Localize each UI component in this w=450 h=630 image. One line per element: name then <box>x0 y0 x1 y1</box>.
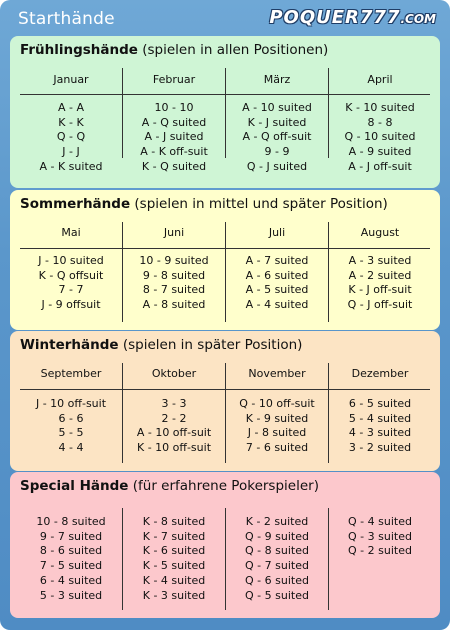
hand-cell: Q - J off-suit <box>347 298 413 312</box>
hands-column <box>329 397 431 456</box>
hand-cell: A - 5 suited <box>245 283 309 297</box>
column-header-november: November <box>248 367 306 380</box>
hand-cell: K - 4 suited <box>142 573 206 587</box>
hands-column <box>329 515 431 559</box>
hand-cell: K - J off-suit <box>348 283 412 297</box>
column-header-april: April <box>367 73 393 86</box>
hands-column <box>226 397 328 456</box>
hands-column <box>329 101 431 175</box>
column-header-maerz: März <box>263 73 291 86</box>
hands-column <box>20 397 122 456</box>
hand-cell: Q - 9 suited <box>245 529 309 543</box>
column-header-januar: Januar <box>53 73 89 86</box>
hand-cell: Q - 10 off-suit <box>239 397 315 410</box>
hand-cell: 8 - 7 suited <box>142 283 206 297</box>
hand-cell: 4 - 4 <box>58 441 84 455</box>
hand-cell: K - 6 suited <box>142 544 206 558</box>
hand-cell: K - 10 off-suit <box>136 441 212 455</box>
hand-cell: 6 - 6 <box>58 411 84 425</box>
hand-cell: Q - Q <box>56 130 86 144</box>
hand-cell: J - 8 suited <box>247 426 307 440</box>
hands-table <box>20 508 430 612</box>
page-title: Starthände <box>18 9 115 29</box>
hand-cell: K - Q suited <box>141 159 207 173</box>
hand-cell: A - A <box>57 101 84 114</box>
hand-cell: K - 8 suited <box>142 515 206 528</box>
hand-cell: K - Q offsuit <box>38 268 104 282</box>
hand-cell: K - 2 suited <box>245 515 309 528</box>
hand-cell: 6 - 4 suited <box>39 573 103 587</box>
hand-cell: 10 - 9 suited <box>139 254 209 267</box>
hand-cell: K - 5 suited <box>142 559 206 573</box>
hands-table <box>20 359 430 467</box>
hand-cell: 7 - 7 <box>58 283 84 297</box>
section-title: Winterhände (spielen in später Position) <box>20 337 303 353</box>
hand-cell: K - J suited <box>247 115 307 129</box>
hand-cell: A - Q off-suit <box>242 130 312 144</box>
hand-cell: A - 7 suited <box>245 254 309 267</box>
hands-table <box>20 64 430 182</box>
section-spring <box>10 36 440 188</box>
header <box>0 0 450 36</box>
section-summer <box>10 190 440 330</box>
hand-cell: 4 - 3 suited <box>348 426 412 440</box>
hand-cell: A - 3 suited <box>348 254 412 267</box>
hand-cell: 8 - 8 <box>367 115 393 129</box>
section-title: Sommerhände (spielen in mittel und später Position) <box>20 196 388 212</box>
hand-cell: 7 - 6 suited <box>245 441 309 455</box>
logo-suffix: .COM <box>400 12 436 26</box>
hand-cell: 9 - 7 suited <box>39 529 103 543</box>
hand-cell: 10 - 8 suited <box>36 515 106 528</box>
hands-column <box>123 101 225 175</box>
hand-cell: K - K <box>58 115 84 129</box>
column-header-september: September <box>40 367 102 380</box>
section-special <box>10 472 440 618</box>
hand-cell: A - 4 suited <box>245 298 309 312</box>
hands-column <box>20 101 122 175</box>
hand-cell: A - 9 suited <box>348 145 412 159</box>
hand-cell: 5 - 5 <box>58 426 84 440</box>
hand-cell: 6 - 5 suited <box>348 397 412 410</box>
column-header-dezember: Dezember <box>351 367 409 380</box>
hand-cell: A - 10 off-suit <box>136 426 212 440</box>
section-title: Frühlingshände (spielen in allen Positionen) <box>20 42 329 58</box>
hand-cell: Q - 7 suited <box>245 559 309 573</box>
hand-cell: Q - J suited <box>246 159 308 173</box>
hands-column <box>123 397 225 456</box>
hand-cell: J - 10 suited <box>38 254 104 267</box>
hands-column <box>123 515 225 603</box>
poquer777-logo[interactable] <box>269 7 436 28</box>
column-header-februar: Februar <box>152 73 196 86</box>
hand-cell: J - 9 offsuit <box>41 298 101 312</box>
hands-column <box>20 515 122 603</box>
hand-cell: 5 - 4 suited <box>348 411 412 425</box>
hands-column <box>226 101 328 175</box>
hands-column <box>226 515 328 603</box>
hand-cell: J - 10 off-suit <box>35 397 107 410</box>
hands-table <box>20 218 430 326</box>
hand-cell: A - J suited <box>144 130 204 144</box>
hand-cell: A - 2 suited <box>348 268 412 282</box>
column-header-juni: Juni <box>163 226 185 239</box>
hand-cell: K - 10 suited <box>345 101 415 114</box>
hands-column <box>20 254 122 313</box>
hand-cell: Q - 8 suited <box>245 544 309 558</box>
column-header-mai: Mai <box>61 226 81 239</box>
column-header-august: August <box>360 226 400 239</box>
hand-cell: A - K suited <box>39 159 103 173</box>
hand-cell: Q - 10 suited <box>344 130 416 144</box>
hand-cell: A - 8 suited <box>142 298 206 312</box>
hands-column <box>329 254 431 313</box>
hand-cell: 3 - 2 suited <box>348 441 412 455</box>
section-winter <box>10 331 440 471</box>
hand-cell: 7 - 5 suited <box>39 559 103 573</box>
hand-cell: Q - 5 suited <box>245 588 309 602</box>
hand-cell: J - J <box>62 145 80 159</box>
hand-cell: Q - 4 suited <box>348 515 412 528</box>
hands-column <box>123 254 225 313</box>
hand-cell: A - Q suited <box>141 115 207 129</box>
hands-column <box>226 254 328 313</box>
hand-cell: 2 - 2 <box>161 411 187 425</box>
hand-cell: 8 - 6 suited <box>39 544 103 558</box>
hand-cell: K - 7 suited <box>142 529 206 543</box>
hand-cell: 9 - 8 suited <box>142 268 206 282</box>
column-header-oktober: Oktober <box>151 367 197 380</box>
hand-cell: Q - 6 suited <box>245 573 309 587</box>
hand-cell: K - 3 suited <box>142 588 206 602</box>
hand-cell: 9 - 9 <box>264 145 290 159</box>
hand-cell: Q - 2 suited <box>348 544 412 558</box>
column-header-juli: Juli <box>268 226 286 239</box>
hand-cell: 5 - 3 suited <box>39 588 103 602</box>
hand-cell: 10 - 10 <box>154 101 194 114</box>
section-title: Special Hände (für erfahrene Pokerspieler) <box>20 478 319 494</box>
hand-cell: A - 10 suited <box>242 101 312 114</box>
logo-main: POQUER777 <box>269 7 401 28</box>
hand-cell: A - J off-suit <box>348 159 412 173</box>
hand-cell: Q - 3 suited <box>348 529 412 543</box>
hand-cell: A - 6 suited <box>245 268 309 282</box>
hand-cell: K - 9 suited <box>245 411 309 425</box>
hand-cell: 3 - 3 <box>161 397 187 410</box>
hand-cell: A - K off-suit <box>140 145 208 159</box>
